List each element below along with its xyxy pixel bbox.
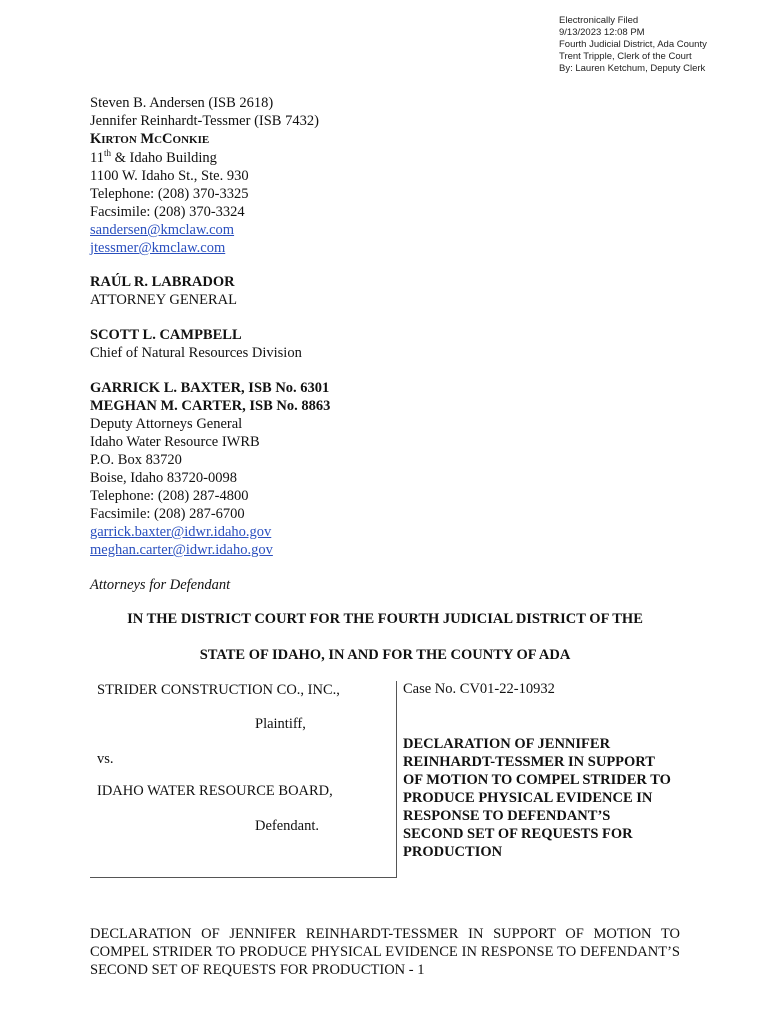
firm-name: KIRTON MCCONKIE	[90, 131, 210, 147]
attorney-general-block	[90, 273, 237, 309]
title-line: PRODUCE PHYSICAL EVIDENCE IN	[403, 790, 653, 806]
court-heading-line1: IN THE DISTRICT COURT FOR THE FOURTH JUDICIAL DISTRICT OF THE	[127, 611, 643, 627]
fax: Facsimile: (208) 370-3324	[90, 204, 245, 220]
versus: vs.	[97, 751, 114, 767]
defendant-label: Defendant.	[255, 818, 320, 834]
counsel-block-plaintiff-side	[90, 94, 319, 257]
attorneys-for-label: Attorneys for Defendant	[90, 577, 231, 593]
title-line: REINHARDT-TESSMER IN SUPPORT	[403, 754, 655, 770]
title-line: OF MOTION TO COMPEL STRIDER TO	[403, 772, 671, 788]
city-line: Boise, Idaho 83720-0098	[90, 470, 237, 486]
court-heading-line2: STATE OF IDAHO, IN AND FOR THE COUNTY OF ADA	[199, 647, 571, 663]
phone: Telephone: (208) 287-4800	[90, 488, 249, 504]
po-box: P.O. Box 83720	[90, 452, 182, 468]
counsel-block-defendant	[90, 379, 330, 559]
ag-name: RAÚL R. LABRADOR	[90, 274, 235, 290]
stamp-line: 9/13/2023 12:08 PM	[559, 27, 645, 38]
stamp-line: Fourth Judicial District, Ada County	[559, 39, 707, 50]
attorney-name: GARRICK L. BAXTER, ISB No. 6301	[90, 380, 330, 396]
attorney-name: Jennifer Reinhardt-Tessmer (ISB 7432)	[90, 113, 319, 129]
page-footer: DECLARATION OF JENNIFER REINHARDT-TESSMER IN SUPPORT OF MOTION TO COMPEL STRIDER TO PRODUCE PHYSICAL EVIDENCE IN RESPONSE TO DEFENDANT’S SECOND SET OF REQUESTS FOR PRODUCTION - 1	[90, 926, 680, 978]
plaintiff-label: Plaintiff,	[255, 716, 306, 732]
declaration-title	[403, 735, 703, 861]
email-link[interactable]: jtessmer@kmclaw.com	[90, 240, 226, 256]
defendant-name: IDAHO WATER RESOURCE BOARD,	[97, 783, 333, 799]
organization: Idaho Water Resource IWRB	[90, 434, 260, 450]
ag-title: ATTORNEY GENERAL	[90, 292, 238, 308]
title-line: PRODUCTION	[403, 844, 503, 860]
fax: Facsimile: (208) 287-6700	[90, 506, 245, 522]
email-link[interactable]: meghan.carter@idwr.idaho.gov	[90, 542, 273, 558]
email-link[interactable]: sandersen@kmclaw.com	[90, 222, 235, 238]
stamp-line: By: Lauren Ketchum, Deputy Clerk	[559, 63, 706, 74]
division-block	[90, 326, 302, 362]
title-line: RESPONSE TO DEFENDANT’S	[403, 808, 611, 824]
case-caption-parties	[90, 681, 397, 878]
division-title: Chief of Natural Resources Division	[90, 345, 302, 361]
attorney-name: Steven B. Andersen (ISB 2618)	[90, 95, 274, 111]
plaintiff-name: STRIDER CONSTRUCTION CO., INC.,	[97, 682, 340, 698]
phone: Telephone: (208) 370-3325	[90, 186, 249, 202]
stamp-line: Electronically Filed	[559, 15, 639, 26]
email-link[interactable]: garrick.baxter@idwr.idaho.gov	[90, 524, 272, 540]
address-line: 1100 W. Idaho St., Ste. 930	[90, 168, 249, 184]
filing-stamp	[559, 15, 707, 75]
case-number: Case No. CV01-22-10932	[403, 681, 555, 697]
division-chief-name: SCOTT L. CAMPBELL	[90, 327, 242, 343]
stamp-line: Trent Tripple, Clerk of the Court	[559, 51, 692, 62]
title-line: SECOND SET OF REQUESTS FOR	[403, 826, 633, 842]
title-line: DECLARATION OF JENNIFER	[403, 736, 611, 752]
attorney-title: Deputy Attorneys General	[90, 416, 243, 432]
address-line: 11th & Idaho Building	[90, 148, 217, 166]
attorney-name: MEGHAN M. CARTER, ISB No. 8863	[90, 398, 331, 414]
